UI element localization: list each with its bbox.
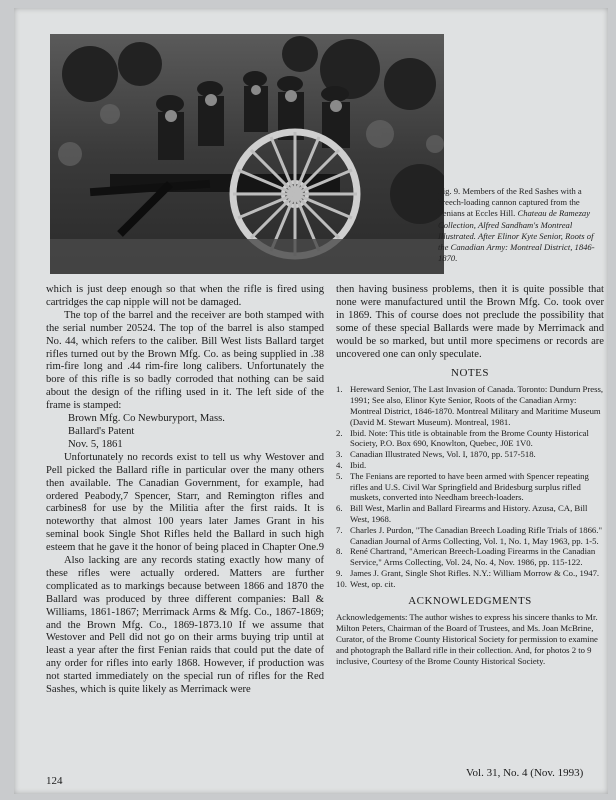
note-number: 9.: [336, 567, 343, 578]
note-item: [336, 503, 604, 525]
note-number: 4.: [336, 459, 343, 470]
figure-caption-main: Members of the Red Sashes with a breech-loading cannon captured from the Fenians at Eccles Hill.: [438, 186, 582, 219]
historical-photo: [50, 34, 444, 274]
note-item: [336, 449, 604, 460]
acknowledgments-text: Acknowledgements: The author wishes to express his sincere thanks to Mr. Milton Peters, Chairman of the Board of Trustees, and Ms. Joan McBrine, Curator, of the Brome County Historical Society for permission to examine and photograph the Ballard rifle in their collection. And, for photos 2 to 9 inclusive, Courtesy of the Brome County Historical Society.: [336, 612, 598, 667]
notes-list: [336, 384, 604, 589]
left-column: [46, 284, 324, 697]
right-paragraph-1: then having business problems, then it is quite possible that none were manufactured until the Brown Mfg. Co. took over in 1869. This of course does not preclude the possibility that some of these special Ballards were made by Merrimack and would be so marked, but until more specimens or records are uncovered one can only speculate.: [336, 284, 604, 360]
note-text: Hereward Senior, The Last Invasion of Canada. Toronto: Dundurn Press, 1991; See also, Elinor Kyte Senior, Roots of the Canadian Army: Montreal District, 1846-1870. Montreal Military and Maritime Museum (David M. Stewart Museum). Montreal, 1981.: [350, 384, 604, 427]
frame-stamp: [46, 413, 324, 452]
document-page: [14, 8, 608, 794]
note-text: Bill West, Marlin and Ballard Firearms and History. Azusa, CA, Bill West, 1968.: [350, 503, 588, 524]
note-item: [336, 525, 604, 547]
note-text: Ibid. Note: This title is obtainable from the Brome County Historical Society, P.O. Box 690, Knowlton, Quebec, J0E 1V0.: [350, 427, 589, 449]
note-number: 10.: [336, 578, 347, 589]
note-number: 8.: [336, 546, 343, 557]
notes-heading: NOTES: [451, 367, 489, 380]
note-number: 1.: [336, 384, 343, 395]
left-paragraph-1: which is just deep enough so that when the rifle is fired using cartridges the cap nipple will not be damaged.: [46, 284, 324, 308]
cannon-photo-illustration: [50, 34, 444, 274]
note-item: [336, 568, 604, 579]
note-text: Charles J. Purdon, "The Canadian Breech Loading Rifle Trials of 1866." Canadian Journal of Arms Collecting, Vol. 1, No. 1, May 1963, pp. 1-5.: [350, 524, 602, 546]
note-number: 6.: [336, 503, 343, 514]
note-text: The Fenians are reported to have been armed with Spencer repeating rifles and U.S. Civil War Springfield and Bridesburg surplus rifled muskets, converted into Needham breech-loaders.: [350, 470, 589, 503]
right-column: [336, 284, 604, 667]
note-item: [336, 460, 604, 471]
note-number: 3.: [336, 449, 343, 460]
note-number: 5.: [336, 470, 343, 481]
note-item: [336, 579, 604, 590]
left-paragraph-3: Unfortunately no records exist to tell us why Westover and Pell picked the Ballard rifle in particular over the many others then available. The Canadian Government, for example, had ordered Peabody,7 Spencer, Starr, and Remington rifles and carbines8 for use by the Militia after the first raids. It is noteworthy that almost 100 years later James Grant in his seminal book Single Shot Rifles held the Ballard in such high esteem that he gave it the honor of being placed in Chapter One.9: [46, 451, 324, 554]
stamp-line-2: Ballard's Patent: [68, 425, 135, 437]
stamp-line-1: Brown Mfg. Co Newburyport, Mass.: [68, 413, 225, 425]
note-text: Ibid.: [350, 459, 367, 470]
note-item: [336, 428, 604, 450]
note-item: [336, 471, 604, 503]
issue-info: Vol. 31, No. 4 (Nov. 1993): [466, 767, 584, 779]
left-paragraph-4: Also lacking are any records stating exactly how many of these rifles were actually ordered. Matters are further complicated as to markings because between 1866 and 1870 the Ballard was produced by three different companies: Ball & Williams, 1861-1867; Merrimack Arms & Mfg. Co., 1867-1869; and the Brown Mfg. Co., 1869-1873.10 If we assume that Westover and Pell did not go on their arms buying trip until at least a year after the first Fenian raids that could put the date of any order for rifles into early 1868. However, if production was not started immediately on the special run of rifles for the Red Sashes, which is quite likely as Merrimack were: [46, 555, 324, 696]
page-number: 124: [46, 775, 63, 787]
note-text: James J. Grant, Single Shot Rifles. N.Y.: William Morrow & Co., 1947.: [350, 567, 600, 578]
note-item: [336, 384, 604, 427]
figure-caption: [438, 186, 606, 264]
stamp-line-3: Nov. 5, 1861: [68, 438, 123, 450]
figure-label: Fig. 9.: [438, 186, 461, 196]
left-paragraph-2: The top of the barrel and the receiver are both stamped with the serial number 20524. The top of the barrel is also stamped No. 44, which refers to the caliber. Bill West lists Ballard target rifles turned out by the Brown Mfg. Co. as being supplied in .38 rim-fire long and .44 rim-fire long calibers. Unfortunately the bore of this rifle is so badly corroded that nothing can be said about the design of the rifling used in it. The left side of the frame is stamped:: [46, 309, 324, 412]
figure-caption-source: Chateau de Ramezay Collection, Alfred Sandham's Montreal Illustrated. After Elinor Kyte Senior, Roots of the Canadian Army: Montreal District, 1846-1870.: [438, 208, 595, 264]
acknowledgments-heading: ACKNOWLEDGMENTS: [408, 595, 532, 608]
note-item: [336, 546, 604, 568]
note-text: West, op. cit.: [350, 578, 396, 589]
note-number: 7.: [336, 524, 343, 535]
note-text: Canadian Illustrated News, Vol. I, 1870, pp. 517-518.: [350, 449, 536, 460]
note-number: 2.: [336, 427, 343, 438]
note-text: René Chartrand, "American Breech-Loading Firearms in the Canadian Service," Arms Collecting, Vol. 24, No. 4, Nov. 1986, pp. 115-122.: [350, 546, 596, 568]
